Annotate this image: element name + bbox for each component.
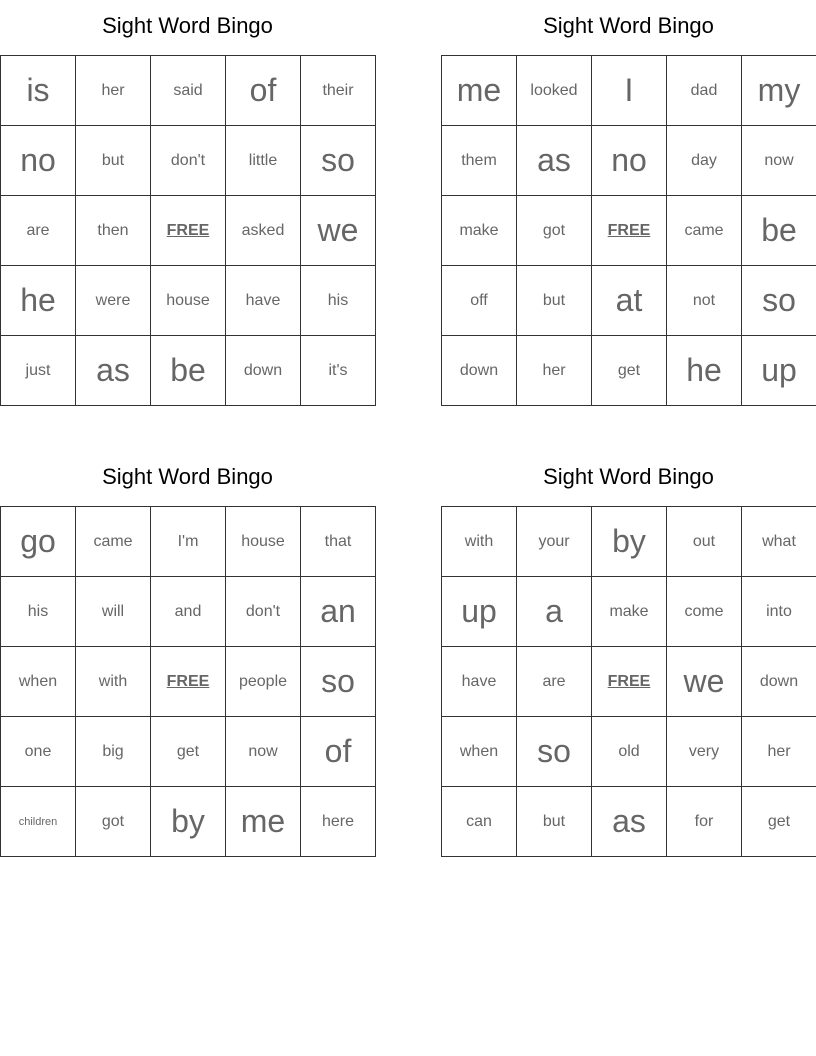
bingo-cell: her [517,336,592,406]
bingo-cell: I'm [151,507,226,577]
bingo-cell: up [442,577,517,647]
bingo-cell: your [517,507,592,577]
bingo-cell: down [226,336,301,406]
bingo-row [1,787,376,857]
bingo-cell: then [76,196,151,266]
bingo-cell: old [592,717,667,787]
bingo-row [1,577,376,647]
bingo-cell: but [517,787,592,857]
bingo-cell: can [442,787,517,857]
card-title: Sight Word Bingo [543,13,714,38]
bingo-cell: no [1,126,76,196]
bingo-cell: day [667,126,742,196]
free-space: FREE [592,196,667,266]
bingo-cell: by [151,787,226,857]
bingo-row [442,787,816,857]
bingo-row [442,577,816,647]
bingo-cell: house [151,266,226,336]
bingo-cell: very [667,717,742,787]
bingo-cell: his [1,577,76,647]
bingo-cell: her [742,717,816,787]
bingo-cell: so [742,266,816,336]
bingo-row [1,717,376,787]
bingo-cell: came [667,196,742,266]
card-title: Sight Word Bingo [102,13,273,38]
bingo-cell: as [517,126,592,196]
bingo-cell: make [592,577,667,647]
bingo-row [442,126,816,196]
bingo-cell: get [592,336,667,406]
bingo-row [1,126,376,196]
bingo-cell: I [592,56,667,126]
bingo-cell: be [151,336,226,406]
bingo-cell: not [667,266,742,336]
bingo-cell: one [1,717,76,787]
free-space: FREE [592,647,667,717]
bingo-cell: he [667,336,742,406]
bingo-cell: now [742,126,816,196]
bingo-cell: we [301,196,376,266]
bingo-cell: me [226,787,301,857]
bingo-cell: but [76,126,151,196]
bingo-cell: what [742,507,816,577]
bingo-cell: it's [301,336,376,406]
bingo-cell: here [301,787,376,857]
bingo-row [1,336,376,406]
bingo-row [442,717,816,787]
bingo-cell: up [742,336,816,406]
bingo-cell: but [517,266,592,336]
bingo-cell: by [592,507,667,577]
bingo-cell: are [517,647,592,717]
bingo-cell: of [301,717,376,787]
bingo-cell: have [226,266,301,336]
bingo-cell: no [592,126,667,196]
bingo-cell: looked [517,56,592,126]
bingo-cell: dad [667,56,742,126]
bingo-cell: my [742,56,816,126]
bingo-row [1,507,376,577]
bingo-cell: them [442,126,517,196]
bingo-row [1,266,376,336]
bingo-row [442,336,816,406]
bingo-cell: when [1,647,76,717]
bingo-cell: go [1,507,76,577]
bingo-cell: people [226,647,301,717]
bingo-cell: don't [226,577,301,647]
bingo-cell: down [742,647,816,717]
bingo-cell: her [76,56,151,126]
bingo-cell: that [301,507,376,577]
bingo-row [1,196,376,266]
bingo-cell: he [1,266,76,336]
bingo-cell: of [226,56,301,126]
bingo-cell: an [301,577,376,647]
bingo-cell: little [226,126,301,196]
card-title: Sight Word Bingo [102,464,273,489]
bingo-cell: came [76,507,151,577]
bingo-cell: make [442,196,517,266]
bingo-cell: asked [226,196,301,266]
bingo-cell: with [76,647,151,717]
bingo-cell: his [301,266,376,336]
bingo-row [1,647,376,717]
bingo-cell: as [76,336,151,406]
bingo-cell: be [742,196,816,266]
bingo-cell: just [1,336,76,406]
bingo-cell: is [1,56,76,126]
bingo-cell: for [667,787,742,857]
bingo-grid [441,506,816,857]
bingo-cell: are [1,196,76,266]
bingo-cell: into [742,577,816,647]
bingo-cell: will [76,577,151,647]
bingo-cell: me [442,56,517,126]
bingo-cell: get [742,787,816,857]
bingo-cell: as [592,787,667,857]
bingo-cell: out [667,507,742,577]
bingo-cell: now [226,717,301,787]
bingo-cell: got [517,196,592,266]
bingo-cell: when [442,717,517,787]
free-space: FREE [151,647,226,717]
bingo-cell: down [442,336,517,406]
bingo-row [442,196,816,266]
bingo-row [442,56,816,126]
bingo-cell: so [301,647,376,717]
bingo-cell: big [76,717,151,787]
bingo-cell: have [442,647,517,717]
bingo-cell: said [151,56,226,126]
bingo-cell: were [76,266,151,336]
bingo-cell: with [442,507,517,577]
bingo-cell: got [76,787,151,857]
bingo-cell: come [667,577,742,647]
bingo-cell: their [301,56,376,126]
bingo-cell: don't [151,126,226,196]
bingo-cell: so [517,717,592,787]
bingo-cell: children [1,787,76,857]
bingo-row [442,647,816,717]
bingo-cell: we [667,647,742,717]
bingo-cell: a [517,577,592,647]
bingo-cell: house [226,507,301,577]
bingo-grid [0,506,376,857]
bingo-cell: and [151,577,226,647]
bingo-cell: off [442,266,517,336]
bingo-row [442,507,816,577]
bingo-grid [0,55,376,406]
bingo-row [442,266,816,336]
bingo-cell: at [592,266,667,336]
bingo-row [1,56,376,126]
bingo-cell: so [301,126,376,196]
bingo-cell: get [151,717,226,787]
free-space: FREE [151,196,226,266]
card-title: Sight Word Bingo [543,464,714,489]
bingo-grid [441,55,816,406]
